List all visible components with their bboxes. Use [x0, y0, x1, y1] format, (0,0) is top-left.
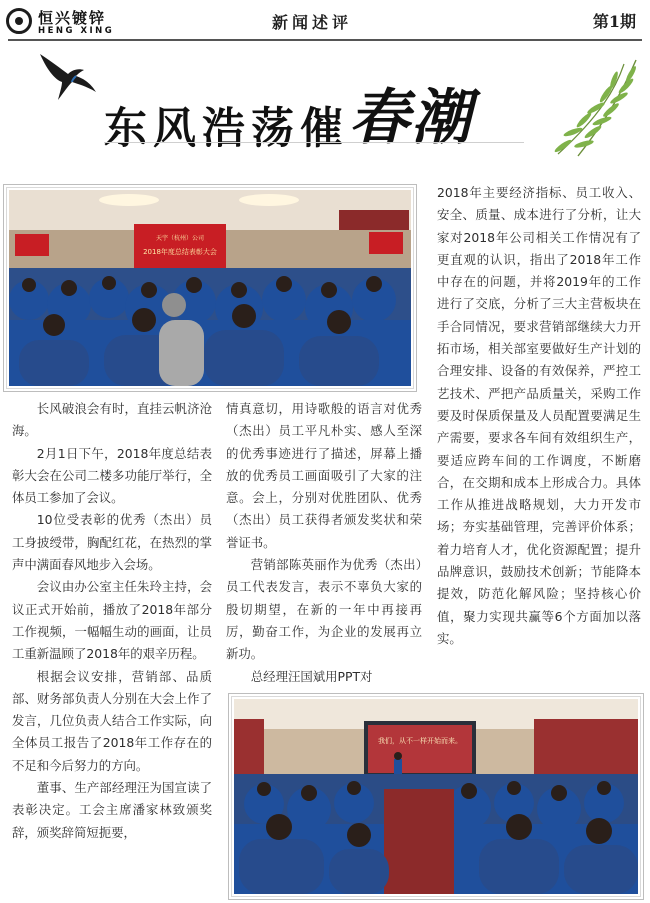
issue-number: 第1期 [592, 12, 636, 31]
headline-brush: 春潮 [349, 83, 473, 153]
title-underline [104, 142, 524, 143]
meeting-photo-2-image [234, 699, 638, 894]
article-paragraph: 2月1日下午，2018年度总结表彰大会在公司二楼多功能厅举行，全体员工参加了会议。 [12, 445, 212, 506]
article-paragraph: 董事、生产部经理汪为国宣读了表彰决定。工会主席潘家林致颁奖辞，颁奖辞简短扼要， [12, 780, 212, 840]
meeting-photo-1 [3, 184, 417, 392]
article-paragraph: 会议由办公室主任朱玲主持，会议正式开始前，播放了2018年部分工作视频，一幅幅生动的画面，让员工重新温顾了2018年的艰辛历程。 [12, 579, 212, 662]
headline [104, 70, 473, 154]
article-paragraph: 根据会议安排，营销部、品质部、财务部负责人分别在大会上作了发言，几位负责人结合工作实际，向全体员工报告了2018年工作存在的不足和今后努力的方向。 [12, 668, 212, 773]
article-column-middle [226, 398, 422, 688]
article-paragraph: 情真意切，用诗歌般的语言对优秀（杰出）员工平凡朴实、感人至深的优秀事迹进行了描述，屏幕上播放的优秀员工画面吸引了大家的注意。会上，分别对优胜团队、优秀（杰出）员工获得者颁发奖状和荣誉证书。 [226, 401, 422, 550]
company-logo [6, 6, 126, 38]
article-column-left [12, 398, 212, 844]
headline-main: 东风浩荡催 [104, 104, 349, 154]
banner-line-1: 天宇（杭州）公司 [155, 235, 205, 242]
logo-english-name: HENG XING [38, 26, 115, 36]
article-column-right [437, 182, 641, 650]
meeting-photo-2 [228, 693, 644, 900]
banner-line-2: 2018年度总结表彰大会 [143, 248, 217, 256]
header-divider [8, 39, 642, 41]
article-paragraph: 长风破浪会有时，直挂云帆济沧海。 [12, 401, 212, 439]
logo-emblem-icon [6, 8, 32, 34]
swallow-icon [38, 52, 98, 102]
screen-text: 我们，从不一样开始而来。 [378, 737, 462, 745]
meeting-photo-1-image [9, 190, 411, 386]
article-paragraph: 10位受表彰的优秀（杰出）员工身披绶带，胸配红花，在热烈的掌声中满面春风地步入会场。 [12, 512, 212, 573]
section-title: 新闻述评 [272, 13, 353, 32]
article-paragraph: 营销部陈英丽作为优秀（杰出）员工代表发言，表示不辜负大家的殷切期望，在新的一年中再接再厉，勤奋工作，为企业的发展再立新功。 [226, 557, 422, 662]
willow-branch-icon [528, 58, 640, 168]
logo-chinese-name: 恒兴镀锌 [38, 9, 107, 27]
article-paragraph: 总经理汪国斌用PPT对 [250, 668, 373, 684]
article-paragraph: 2018年主要经济指标、员工收入、安全、质量、成本进行了分析，让大家对2018年公司相关工作情况有了更直观的认识，指出了2018年工作中存在的问题，并将2019年的工作进行了交底，分析了三大主营板块在手合同情况，要求营销部继续大力开拓市场，相关部室要做好生产计划的合理安排、设备的有效保养，严控工艺技术、严把产品质量关，采购工作要及时保质保量及人员配置要满足生产需要，要求各车间有效组织生产，要适应跨车间的工作调度，不断磨合，在交期和成本上形成合力。具体工作从推进战略规划，大力开发市场；夯实基础管理，完善评价体系；着力培育人才，优化资源配置；提升品牌意识，鼓励技术创新；节能降本提效，防范化解风险；坚持核心价值，聚力实现共赢等6个方面加以落实。 [437, 185, 641, 646]
